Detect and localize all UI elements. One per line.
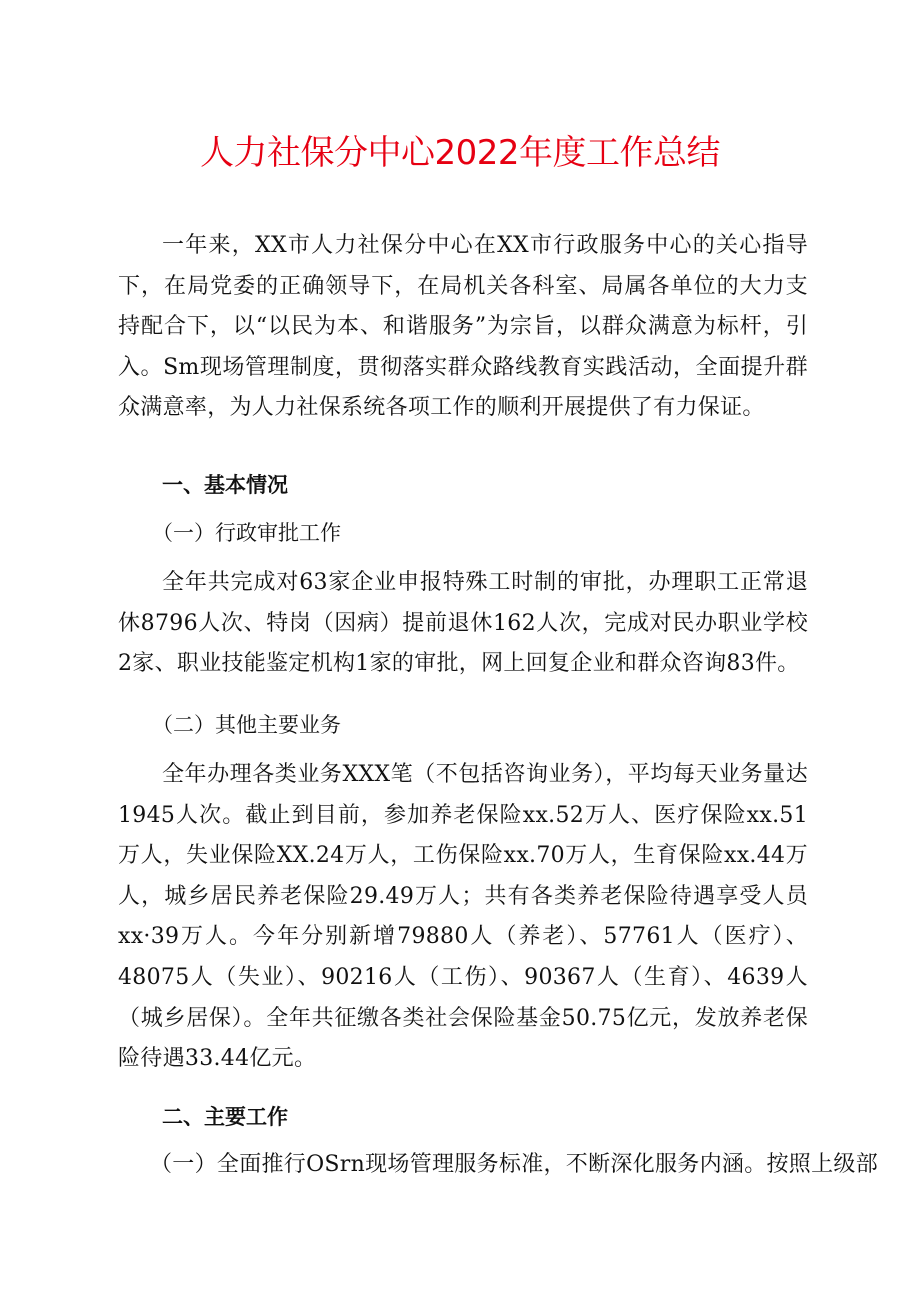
document-title: 人力社保分中心2022年度工作总结 — [199, 133, 721, 173]
subsection-heading-other-business: （二）其他主要业务 — [152, 713, 341, 737]
other-business-paragraph: 全年办理各类业务XXX笔（不包括咨询业务），平均每天业务量达1945人次。截止到目前，参加养老保险xx.52万人、医疗保险xx.51万人，失业保险XX.24万人，工伤保险xx.70万人，生育保险xx.44万人，城乡居民养老保险29.49万人；共有各类养老保险待遇享受人员xx·39万人。今年分别新增79880人（养老）、57761人（医疗）、48075人（失业）、90216人（工伤）、90367人（生育）、4639人（城乡居保）。全年共征缴各类社会保险基金50.75亿元，发放养老保险待遇33.44亿元。 — [118, 762, 808, 1072]
main-work-paragraph-start: （一）全面推行OSrn现场管理服务标准，不断深化服务内涵。按照上级部 — [150, 1152, 878, 1177]
admin-approval-paragraph: 全年共完成对63家企业申报特殊工时制的审批，办理职工正常退休8796人次、特岗（因病）提前退休162人次，完成对民办职业学校2家、职业技能鉴定机构1家的审批，网上回复企业和群众咨询83件。 — [118, 570, 808, 677]
section-heading-basic-situation: 一、基本情况 — [162, 473, 288, 497]
section-heading-main-work: 二、主要工作 — [162, 1105, 288, 1129]
intro-paragraph: 一年来，XX市人力社保分中心在XX市行政服务中心的关心指导下，在局党委的正确领导下，在局机关各科室、局属各单位的大力支持配合下，以“以民为本、和谐服务”为宗旨，以群众满意为标杆，引入。Sm现场管理制度，贯彻落实群众路线教育实践活动，全面提升群众满意率，为人力社保系统各项工作的顺利开展提供了有力保证。 — [118, 233, 808, 421]
subsection-heading-admin-approval: （一）行政审批工作 — [152, 521, 341, 545]
